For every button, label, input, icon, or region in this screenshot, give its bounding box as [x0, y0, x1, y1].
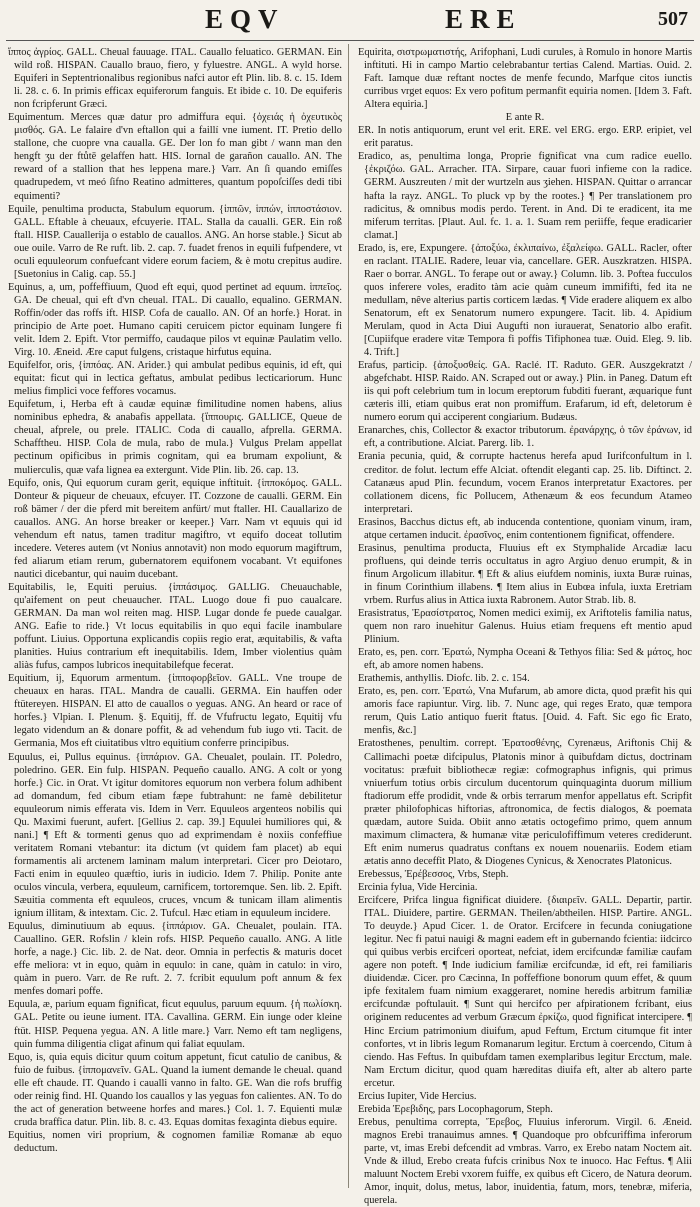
header-rule	[6, 40, 694, 41]
left-column	[8, 46, 342, 1186]
dictionary-entry: Ercifcere, Prifca lingua fignificat diuidere. {διαιρεῖν. GALL. Departir, partir. ITAL. Diuidere, partire. GERMAN. Theilen/abtheilen. HISP. Partire. ANGL. To deuyde.} Apud Cicer. 1. de Orator. Ercifcere in fecunda coniugatione legitur. Nec fi patui nauigi & magni eadem eft in gubernando fcientia: iidcirco qui quibus verbis ercifceri oporteat, nefciat, idem ercifcundæ familiæ caufam agere non poteft. ¶ Inde iudicium familiæ ercifcundæ, id eft, rei familiaris diuidendæ. Cicer. pro Cæcinna, In poffeffione bonorum quum effet, & quum ipfe fexitalem fuam nimium exaggeraret, nomine heredis arbitrum familiæ ercifcundæ poftulauit. ¶ Sunt qui hercifco per afpirationem fcribant, eius originem reducentes ad verbum Græcum ἐρκίζω, quod fignificat intercipere. ¶ Hinc Ercium patrimonium diuifum, apud Feftum, Erctum citumque fit inter confortes, vt in libris legum Romanarum legitur. Erctum à coercendo, Citum à ciendo. Has Feftus. In quibufdam tamen exemplaribus legitur Ercctum, male. Nam Erctum dicitur, quod quam hæreditas diuifa eft, alter ab altero parte ercetur.	[358, 895, 692, 1089]
dictionary-entry: Equinus, a, um, poffeffiuum, Quod eft equi, quod pertinet ad equum. ἱππεῖος. GA. De cheual, qui eft d'vn cheual. ITAL. Di cauallo, equalino. GERMAN. Roffin/oder das roffs ift. HISP. Cofa de cauallo. AN. Of an horfe.} Horat. in principio de Arte poet. Humano capiti ceruicem pictor equinam Iungere fi velit. Idem 2. Epift. Vtor permiffo, caudaque pilos vt equinæ Paulatim vello. Virg. 10. Æneid. Ære caput fulgens, cristaque hirfutus equina.	[8, 281, 342, 359]
dictionary-entry: Equitabilis, le, Equiti peruius. {ἱππάσιμος. GALLIG. Cheuauchable, qu'aifement on peut cheuaucher. ITAL. Luogo doue fi puo caualcare. GERMAN. Da man wol reiten mag. HISP. Lugar donde fe puede caualgar. ANG. Eafie to ride.} Vt locus equitabilis in quo equi facile inambulare poffunt. Liuius. Opportuna explicandis copiis regio erat, æquitabilis, & vafta planities. Huius contrarium eft inequitabilis. Idem, Imber violentius quàm aliàs fufus, campos lubricos inequitabilefque fecerat.	[8, 581, 342, 672]
dictionary-entry: Equifetum, i, Herba eft à caudæ equinæ fimilitudine nomen habens, alius nominibus ephedra, & anabafis appellata. {ἵππουρις. GALLICE, Queue de cheual, afprele, ou prele. ITALIC. Coda di cauallo, afprella. GERMA. Schafftheu. HISP. Cola de mula, rabo de mula.} Vulgus Prelam appellat pectinum opificibus in primis cognitam, qui ea brumam expoliunt, & mulierculis, quæ vafa lignea ea extergunt. Vide Plin. lib. 26. cap. 13.	[8, 399, 342, 476]
section-heading: E ante R.	[505, 112, 545, 124]
dictionary-entry: Ercinia fylua, Vide Hercinia.	[358, 882, 478, 893]
dictionary-entry: Equula, æ, parium equam fignificat, ficut equulus, paruum equum. {ἡ πωλίσκη. GAL. Petite ou ieune iument. ITA. Cavallina. GERM. Ein iunge oder kleine ftüt. HISP. Pequena yegua. AN. A litle mare.} Varr. Nemo eft tam negligens, quin fumma diligentia cligat afinum qui faliat equulam.	[8, 999, 342, 1050]
dictionary-entry: Equirita, σιστρωματιστής, Arifophani, Ludi curules, à Romulo in honore Martis inftituti. Hi in campo Martio celebrabantur tertias Calend. Martias. Ouid. 2. Faft. Iamque duæ reftant noctes de menfe fecundo, Marfque citos iunctis curribus vrget equos: Ex vero pofitum permanfit equiria nomen. [Idem 3. Faft. Altera equiria.]	[358, 47, 692, 111]
dictionary-entry: Equitius, nomen viri proprium, & cognomen familiæ Romanæ ab equo deductum.	[8, 1129, 342, 1154]
dictionary-entry: Erasistratus, Ἐρασίστρατος, Nomen medici eximij, ex Ariftotelis familia natus, quem non raro inuehitur Galenus. Huius etiam frequens eft mentio apud Plinium.	[358, 608, 692, 646]
dictionary-entry: Erasinos, Bacchus dictus eft, ab inducenda contentione, quoniam vinum, iram, atque certamen inducit. ἐρασῖνος, enim contentionem fignificat, offendere.	[358, 516, 692, 541]
dictionary-entry: Equitium, ij, Equorum armentum. {ἱπποφορβεῖον. GALL. Vne troupe de cheuaux en haras. ITAL. Mandra de caualli. GERMA. Ein hauffen oder ftütereyen. HISPAN. El atto de cauallos o yeguas. ANG. An heard or race of horfes.} Vlpian. I. Plenum. §. Equitij, ff. de Vfufructu legato, Equitij vfu legato videndum an & donare poffit, & ad vehendum fub iugo vti. Tacit. de Germania, Mos eft ciuitatibus vltro equitium conferre principibus.	[8, 673, 342, 750]
dictionary-entry: Erato, es, pen. corr. Ἐρατώ, Vna Mufarum, ab amore dicta, quod præfit his qui amoris face rapiuntur. Virg. lib. 7. Nunc age, qui reges Erato, quæ tempora rerum, Quis Latio antiquo fuerit ftatus. [Ouid. 4. Faft. Sic ego fic Erato, menfis, &c.]	[358, 686, 692, 737]
running-head-left: EQV	[205, 4, 285, 34]
dictionary-entry: Equifelfor, oris, {ἱππόας. AN. Arider.} qui ambulat pedibus equinis, id eft, qui equitat: ficut qui in lectica geftatus, ambulat pedibus lecticariorum. Hunc melius fimplici voce feffores vocamus.	[8, 360, 342, 398]
column-divider	[348, 44, 349, 1188]
dictionary-entry: Ercius Iupiter, Vide Hercius.	[358, 1090, 477, 1102]
dictionary-entry: Equile, penultima producta, Stabulum equorum. {ἱππῶν, ἱππών, ἱπποστάσιον. GALL. Eftable à cheuaux, efcuyerie. ITAL. Stalla da caualli. GER. Ein roß ftall. HISP. Cauallerija o establo de cauallos. ANG. An horse stable.} Sicut ab oue ouile. Varro de Re ruft. lib. 2. cap. 7. fuadet frenos in equili fufpendere, vt oculi equuleorum confuefcant videre eorum faciem, & è motu crepitus audire. [Suetonius in Calig. cap. 55.]	[8, 203, 342, 280]
dictionary-entry: Eratosthenes, penultim. corrept. Ἐρατοσθένης, Cyrenæus, Ariftonis Chij & Callimachi poetæ difcipulus, Platonis minor à quibufdam dictus, doctrinam vocitatus: præfuit bibliothecæ regiæ: cofmographus infignis, qui primus vniuerfum totius orbis circulum ducentorum quinquaginta duorum millium ftadiorum effe prodidit, vnde & orbis terrarum menfor appellatus eft. Scripfit præter philofophicas hiftorias, aftronomica, de fectis dialogos, & poemata quædam, autore Suida. Obiit anno ætatis octogefimo primo, quem annum maximum climactera, & humanæ vitæ periculofiffimum veteres crediderunt. Eft enim numerus quadratus conftans ex nouem nouenariis. Eodem etiam ætatis anno deceffit Plato, & Diogenes Cynicus, & Xenocrates Platonicus.	[358, 738, 692, 867]
running-head	[0, 4, 700, 40]
dictionary-entry: ER. In notis antiquorum, erunt vel erit. ERE. vel ERG. ergo. ERP. eripiet, vel erit paratus.	[358, 125, 692, 150]
dictionary-entry: Erebida Ἐρεβιδης, pars Locophagorum, Steph.	[358, 1103, 553, 1115]
dictionary-entry: Erebus, penultima correpta, Ἔρεβος, Fluuius inferorum. Virgil. 6. Æneid. magnos Erebi tranauimus amnes. ¶ Quandoque pro obfcuriffima inferorum parte, vt, imas Erebi defcendit ad vmbras. Varro, ex Erebo natam Noctem ait. Vnde & illud, Erebo creata fufcis crinibus Nox te inuoco. Hac Feftus. ¶ Alii maluunt Noctem Erebi vxorem fuiffe, ex quibus eft Cicero, de Natura deorum. Amor, inquit, dolus, metus, labor, inuidentia, fatum, mors, tenebræ, miferia, querela.	[358, 1116, 692, 1207]
right-column	[358, 46, 692, 1207]
dictionary-entry: Erasinus, penultima producta, Fluuius eft ex Stymphalide Arcadiæ lacu profluens, qui deinde terris occultatus in agro Argiuo denuo erumpit, & in finum Argolicum illabitur. ¶ Eft & alius eiufdem nominis, iuxta Buræ ruinas, in finum Corinthium illabens. ¶ Item alius in Eubœa infula, iuxta Eretriam vrbem. Rurfus alius in Attica iuxta Rabronem. Autor Strab. lib. 8.	[358, 542, 692, 606]
dictionary-entry: Erathemis, anthyllis. Diofc. lib. 2. c. 154.	[358, 673, 530, 685]
dictionary-entry: Equo, is, quia equis dicitur quum coitum appetunt, ficut catulio de canibus, & fuio de fuibus. {ἱππομανεῖν. GAL. Quand la iument demande le cheual. quand elle eft chaude. IT. Quando i caualli vanno in falto. GE. Wan die rofs bruffig oder reinig find. HI. Quando los cauallos y las yeguas fon calientes. AN. To do the act of generation betweene horfes and mares.} Col. 1. 7. Equienti mulæ cruda braffica datur. Plin. lib. 8. c. 43. Equas domitas fexaginta diebus equire.	[8, 1051, 342, 1128]
running-head-right: ERE	[445, 4, 522, 34]
dictionary-entry: Erafus, particip. {ἀποξυσθείς. GA. Raclé. IT. Raduto. GER. Auszgekratzt / abgefchabt. HISP. Raido. AN. Scraped out or away.} Plin. in Paneg. Datum eft iis qui poft celebrium tum in locum ereptorum fubditi fuerant, æquarique funt cæteris illi, etiam quibus erat non promiffum. Erafarum, id eft, deletorum è numero eorum qui acciperent congiarium. Budæus.	[358, 360, 692, 424]
dictionary-entry: Equifo, onis, Qui equorum curam gerit, equique inftituit. {ἱπποκόμος. GALL. Donteur & piqueur de cheuaux, efcuyer. IT. Cozzone de caualli. GERM. Ein roß bämer / der die pferd mit bereitem anfürt/ mut ftaller. HI. Cauallarizo de cauallos. ANG. An horse breaker or keeper.} Varr. Nam vt equuis qui id vehendum eft natus, tamen traditur magiftro, vt equifo doceat tollutim incedere. Veteres autem (vt Nonius annotavit) non modo equorum magiftrum, fed aliarum etiam rerum, gubernatorem equifonem vocabant. Vt equifones nautici dicebantur, qui nauim ducebant.	[8, 477, 342, 580]
dictionary-entry: Erania pecunia, quid, & corrupte hactenus herefa apud Iurifconfultum in l. creditor. de folut. lectum effe Alciat. oftendit eleganti cap. 25. lib. Diftinct. 2. Catanæus apud Plin. fecundum, vocem Eranos interpretatur Exactores. per collationem dicens, fic Pollucem, Athenæum & eos fecundum Atameo interpretari.	[358, 451, 692, 515]
page-number: 507	[658, 8, 688, 30]
dictionary-entry: ἵππος ἀγρίος. GALL. Cheual fauuage. ITAL. Cauallo feluatico. GERMAN. Ein wild roß. HISPAN. Cauallo brauo, fiero, y fyluestre. ANGL. A wyld horse. Equiferi in Septentrionalibus regionibus nafci autor eft Plin. lib. 8. c. 15. Idem li. 28. c. 6. In primis efficax equiferorum fanguis. Et ibide c. 10. De equiferis non fcripferunt Græci.	[8, 47, 342, 111]
dictionary-entry: Equulus, diminutiuum ab equus. {ἱππάριον. GA. Cheualet, poulain. ITA. Cauallino. GER. Rofslin / klein rofs. HISP. Pequeño cauallo. ANG. A litle horfe, a nage.} Cic. lib. 2. de Nat. deor. Omnia in perfectis & maturis docet effe meliora: vt in equo, quàm in equulo: in cane, quàm in catulo: in viro, quàm in puero. Varr. de Re ruft. 2. 7. fcribit equulum poft annum & fex menfes domari poffe.	[8, 921, 342, 998]
dictionary-entry: Erebessus, Ἐρέβεσσος, Vrbs, Steph.	[358, 868, 509, 880]
dictionary-entry: Erato, es, pen. corr. Ἐρατώ, Nympha Oceani & Tethyos filia: Sed & μάτος, hoc eft, ab amore nomen habens.	[358, 647, 692, 672]
dictionary-entry: Erado, is, ere, Expungere. {ἀποξύω, ἐκλιπαίνω, ἐξαλείφω. GALL. Racler, ofter en raclant. ITALIE. Radere, leuar via, cancellare. GER. Auszkratzen. HISPA. Raer o borrar. ANGL. To ferape out or away.} Column. lib. 3. Poftea fucculos quos inferere voles, eradito tàm acie quàm cuneum immififti, fed ita ne medullam, nêve alterius partis corticem lædas. ¶ Vide eradere aliquem ex albo Senatorum, eft ex Senatorum numero expungere. Tacit. lib. 4. Apidium Merulam, quod in Acta Diui Augufti non iurauerat, Senatorio albo erafit. [Cupiifque eradere vitæ Tempora fi poffis Tifiphonea tuæ. Ouid. Eleg. 9. lib. 4. Trift.]	[358, 242, 692, 359]
dictionary-entry: Equimentum. Merces quæ datur pro admiffura equi. {ὀχειάς ἡ ὀχευτικὸς μισθός. GA. Le falaire d'vn eftallon qui a faillí vne iument. IT. Pretio dello stallone, che cuopre vna cauallа. GE. Der lon fo man gibt / wann man den hengft ʒu der ftůtē gelaffen hatt. HIS. Iornal de garañon cauallo. AN. The reward of a stallion that hes leppena mare.} Varr. An ſi quando emiſſes quadrupedem, vt meó ſifno Reatino admitteres, quantum popoſciſſes dedi tibi equimenti?	[8, 112, 342, 202]
dictionary-entry: Equulus, ei, Pullus equinus. {ἱππάριον. GA. Cheualet, poulain. IT. Poledro, poledrino. GER. Ein fulp. HISPAN. Pequeño cauallo. ANG. A colt or yong horfe.} Cic. in Orat. Vt igitur domitores equorum non verbera folum adhibent ad domandum, fed cibum etiam fæpe fubtrahunt: ne famè debilitetur equuleorum nimis efferata vis. Idem in Verr. Equuleos argenteos nobilis qui Qu. Maximi fuerunt, aufert. [Gellius 2. cap. 39.] Equulei humiliores qui, & nani.] ¶ Eft & tormenti genus quo ad exprimendam è noxiis confeffiue veritatem Romani vtebantur: ita dictum (vt quidem fam placet) ab equi formamentis ali arctenem laminam malum interpretari. Cicer pro Deiotaro, Facti enim in equuleo quæftio, iuris in iudicio. Idem 7. Philip. Ponite ante oculos vincula, verbera, equuleum, carnificem, tortoremque. Sen. lib. 2. Epift. Sæuitia commenta eft equuleos, cruces, vncum & tunicam illam alimentis ignium illitam, & intextam. Cic. 2. Tufcul. Hæc etiam in equuleum incidere.	[8, 751, 342, 920]
dictionary-entry: Eradico, as, penultima longa, Proprie fignificat vna cum radice euellо. {ἐκριζόω. GAL. Arracher. ITA. Sirparе, cauar fuori infieme con la radice. GERM. Auszreuten / mit der wurtzeln aus ʒiehen. HISPAN. Quittar o arrancar hafta la rayz. ANGL. To pluck vp by the rootes.} ¶ Per translationem pro radicitus, & omnibus modis perdo. Terent. in And. Di te eradicent, ita me miferum territas. [Plaut. Aul. fc. 1. a. 1. Suam rem periiffe, feque eradicarier clamat.]	[358, 151, 692, 241]
dictionary-entry: Eranarches, chis, Collector & exactor tributorum. ἐρανάρχης, ὁ τῶν ἐράνων, id eft, a contributione. Alciat. Parerg. lib. 1.	[358, 425, 692, 450]
